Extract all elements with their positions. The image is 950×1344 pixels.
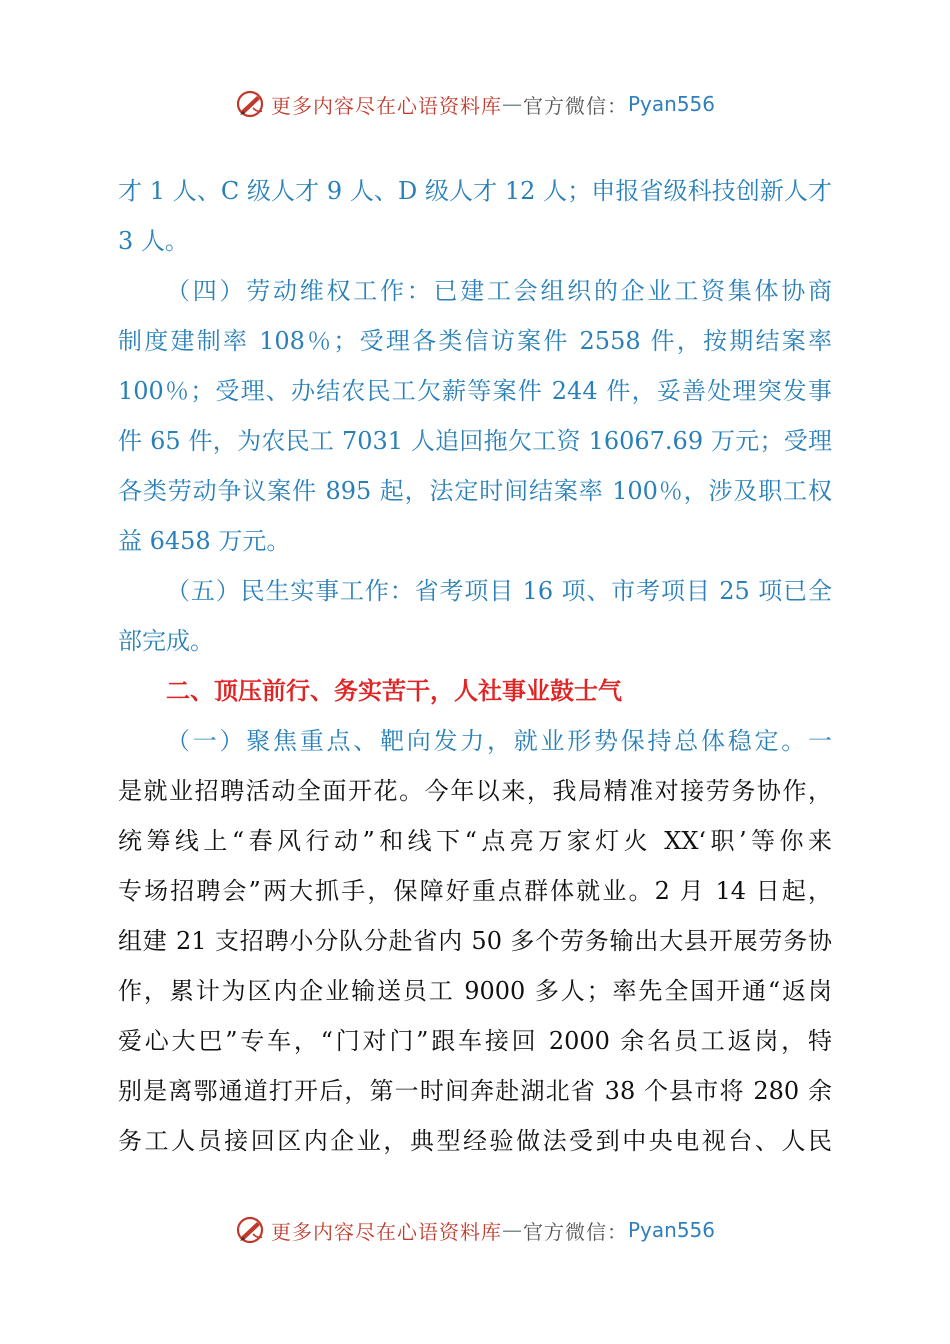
body-line: 别是离鄂通道打开后，第一时间奔赴湖北省 38 个县市将 280 余 bbox=[118, 1077, 832, 1105]
body-line: 组建 21 支招聘小分队分赴省内 50 多个劳务输出大县开展劳务协 bbox=[118, 927, 832, 955]
body-line: （五）民生实事工作：省考项目 16 项、市考项目 25 项已全 bbox=[166, 577, 832, 605]
body-line: 统筹线上“春风行动”和线下“点亮万家灯火 XX‘职’等你来 bbox=[118, 827, 832, 855]
body-line: 3 人。 bbox=[118, 227, 189, 255]
body-line: 制度建制率 108％；受理各类信访案件 2558 件，按期结案率 bbox=[118, 327, 832, 355]
watermark-dash: — bbox=[501, 1218, 523, 1242]
section-heading: 二、顶压前行、务实苦干，人社事业鼓士气 bbox=[166, 677, 622, 705]
watermark-wechat-id: Pyan556 bbox=[627, 1218, 715, 1242]
body-line: 爱心大巴”专车，“门对门”跟车接回 2000 余名员工返岗，特 bbox=[118, 1027, 832, 1055]
body-line: （四）劳动维权工作：已建工会组织的企业工资集体协商 bbox=[166, 277, 832, 305]
watermark-footer bbox=[0, 1210, 950, 1250]
watermark-dash: — bbox=[501, 92, 523, 116]
body-line: 部完成。 bbox=[118, 627, 214, 655]
body-line: 务工人员接回区内企业，典型经验做法受到中央电视台、人民 bbox=[118, 1127, 832, 1155]
body-line: 100％；受理、办结农民工欠薪等案件 244 件，妥善处理突发事 bbox=[118, 377, 832, 405]
body-line: 作，累计为区内企业输送员工 9000 多人；率先全国开通“返岗 bbox=[118, 977, 832, 1005]
body-line: 是就业招聘活动全面开花。今年以来，我局精准对接劳务协作， bbox=[118, 777, 832, 805]
watermark-label: 官方微信： bbox=[522, 1219, 628, 1244]
body-line: 件 65 件，为农民工 7031 人追回拖欠工资 16067.69 万元；受理 bbox=[118, 427, 832, 455]
watermark-site-text: 更多内容尽在心语资料库 bbox=[270, 1219, 502, 1244]
pen-logo-icon bbox=[235, 1215, 265, 1245]
pen-logo-icon bbox=[235, 89, 265, 119]
body-line: （一）聚焦重点、靶向发力，就业形势保持总体稳定。一 bbox=[166, 727, 832, 755]
body-line: 专场招聘会”两大抓手，保障好重点群体就业。2 月 14 日起， bbox=[118, 877, 832, 905]
watermark-wechat-id: Pyan556 bbox=[627, 92, 715, 116]
watermark-header bbox=[0, 84, 950, 124]
document-body bbox=[118, 166, 832, 1166]
body-line: 才 1 人、C 级人才 9 人、D 级人才 12 人；申报省级科技创新人才 bbox=[118, 177, 832, 205]
watermark-label: 官方微信： bbox=[522, 93, 628, 118]
watermark-site-text: 更多内容尽在心语资料库 bbox=[270, 93, 502, 118]
body-line: 各类劳动争议案件 895 起，法定时间结案率 100％，涉及职工权 bbox=[118, 477, 832, 505]
body-line: 益 6458 万元。 bbox=[118, 527, 291, 555]
